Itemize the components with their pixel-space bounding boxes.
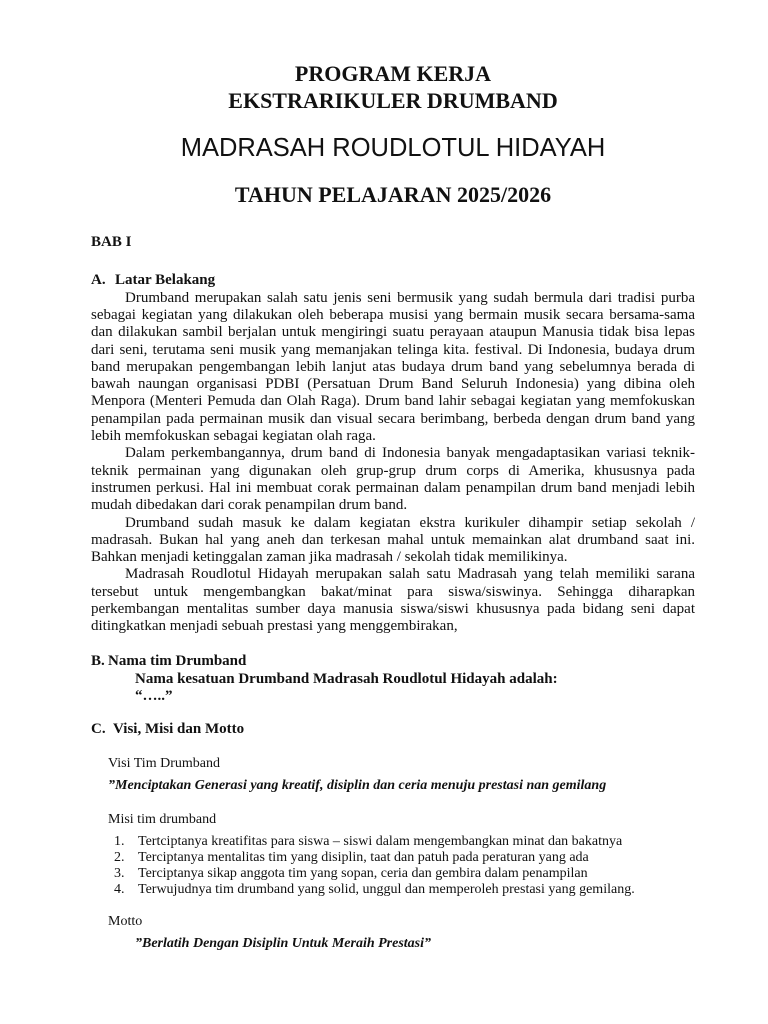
misi-item-3 xyxy=(91,866,695,882)
title-line-ekstrakurikuler: EKSTRARIKULER DRUMBAND xyxy=(228,88,558,113)
misi-item-text: Terwujudnya tim drumband yang solid, unggul dan memperoleh prestasi yang gemilang. xyxy=(138,881,635,897)
misi-item-2 xyxy=(91,850,695,866)
misi-item-number: 2. xyxy=(114,849,125,865)
misi-item-1 xyxy=(91,834,695,850)
team-name-placeholder: “…..” xyxy=(135,687,173,704)
section-heading xyxy=(91,653,695,670)
misi-item-text: Terciptanya sikap anggota tim yang sopan, ceria dan gembira dalam penampilan xyxy=(138,865,588,881)
misi-item-4 xyxy=(91,882,695,898)
motto-text: ”Berlatih Dengan Disiplin Untuk Meraih Prestasi” xyxy=(135,936,432,952)
section-title: Nama tim Drumband xyxy=(108,653,247,670)
misi-label: Misi tim drumband xyxy=(108,812,217,828)
chapter-heading: BAB I xyxy=(91,234,132,250)
document-title xyxy=(91,60,695,114)
misi-item-number: 1. xyxy=(114,833,125,849)
paragraph-3: Drumband sudah masuk ke dalam kegiatan ekstra kurikuler dihampir setiap sekolah / madrasah. Bukan hal yang aneh dan terkesan mahal untuk memainkan alat drumband saat ini. Bahkan menjadi ketinggalan zaman jika madrasah / sekolah tidak memilikinya. xyxy=(91,514,695,566)
visi-label: Visi Tim Drumband xyxy=(108,756,220,772)
section-marker: B. xyxy=(91,653,105,670)
misi-list xyxy=(91,834,695,898)
institution-name: MADRASAH ROUDLOTUL HIDAYAH xyxy=(180,134,606,162)
misi-item-number: 3. xyxy=(114,865,125,881)
paragraph-2: Dalam perkembangannya, drum band di Indonesia banyak mengadaptasikan variasi teknik-teknik permainan yang digunakan oleh grup-grup drum corps di Amerika, khususnya pada instrumen perkusi. Hal ini membuat corak permainan dalam penampilan drum band menjadi lebih mudah dibedakan dari corak penampilan drum band. xyxy=(91,445,695,514)
misi-item-text: Tertciptanya kreatifitas para siswa – siswi dalam mengembangkan minat dan bakatnya xyxy=(138,833,623,849)
document-body xyxy=(91,0,695,952)
section-heading xyxy=(91,272,695,289)
misi-item-text: Terciptanya mentalitas tim yang disiplin, taat dan patuh pada peraturan yang ada xyxy=(138,849,589,865)
visi-text: ”Menciptakan Generasi yang kreatif, disiplin dan ceria menuju prestasi nan gemilang xyxy=(108,778,607,794)
title-line-program-kerja: PROGRAM KERJA xyxy=(294,61,492,86)
section-nama-tim xyxy=(91,653,695,705)
section-visi-misi-motto xyxy=(91,721,695,952)
section-marker: A. xyxy=(91,272,106,289)
section-latar-belakang xyxy=(91,272,695,635)
paragraph-1: Drumband merupakan salah satu jenis seni bermusik yang sudah bermula dari tradisi purba sebagai kegiatan yang dilakukan oleh beberapa musisi yang bermain musik secara bersama-sama dan dilakukan sambil berjalan untuk mengiringi suatu perayaan ataupun Manusia tidak bisa lepas dari seni, terutama seni musik yang memanjakan telinga kita. festival. Di Indonesia, budaya drum band merupakan pengembangan lebih lanjut atas budaya drum band yang sebelumnya berada di bawah naungan organisasi PDBI (Persatuan Drum Band Seluruh Indonesia) yang dibina oleh Menpora (Menteri Pemuda dan Olah Raga). Drum band lahir sebagai kegiatan yang memfokuskan penampilan pada permainan musik dan visual secara berimbang, berbeda dengan drum band yang lebih memfokuskan sebagai kegiatan olah raga. xyxy=(91,289,695,445)
team-name-statement: Nama kesatuan Drumband Madrasah Roudlotul Hidayah adalah: xyxy=(135,670,558,687)
section-marker: C. xyxy=(91,721,106,738)
misi-item-number: 4. xyxy=(114,881,125,897)
academic-year: TAHUN PELAJARAN 2025/2026 xyxy=(234,182,552,207)
section-title: Visi, Misi dan Motto xyxy=(113,721,245,738)
paragraph-4: Madrasah Roudlotul Hidayah merupakan salah satu Madrasah yang telah memiliki sarana tersebut untuk mengembangkan bakat/minat para siswa/siswinya. Sehingga diharapkan perkembangan mentalitas sumber daya manusia siswa/siswi khususnya pada bidang seni dapat ditingkatkan menjadi sebuah prestasi yang menggembirakan, xyxy=(91,566,695,635)
section-title: Latar Belakang xyxy=(115,272,216,289)
motto-label: Motto xyxy=(108,914,143,930)
section-heading xyxy=(91,721,695,738)
